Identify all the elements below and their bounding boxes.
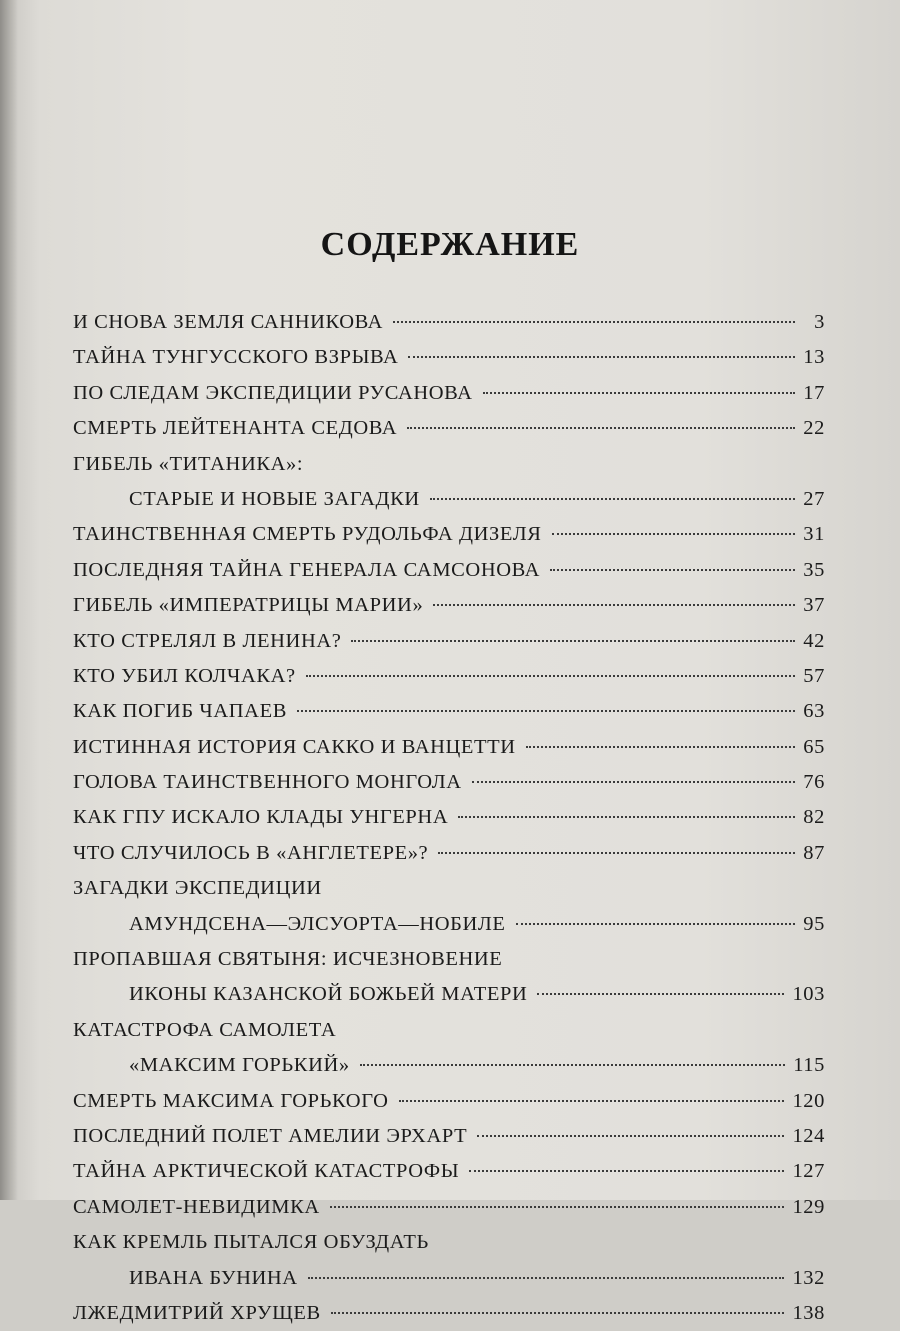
toc-entry-line [73,907,825,942]
toc-page-number: 120 [792,1089,825,1112]
toc-page-number: 65 [803,735,825,758]
toc-page-number: 127 [792,1160,825,1183]
toc-entry-line [73,977,825,1012]
toc-entry-line [73,1084,825,1119]
toc-entry-line [73,624,825,659]
toc-entry [73,800,825,835]
toc-entry-title: ПО СЛЕДАМ ЭКСПЕДИЦИИ РУСАНОВА [73,381,473,404]
dot-leader [550,569,795,571]
dot-leader [537,993,784,995]
toc-entry [73,942,825,1013]
toc-entry [73,659,825,694]
toc-entry-title: СМЕРТЬ ЛЕЙТЕНАНТА СЕДОВА [73,417,398,440]
toc-entry-title: СМЕРТЬ МАКСИМА ГОРЬКОГО [73,1089,389,1112]
toc-entry-title: КАТАСТРОФА САМОЛЕТА [73,1018,337,1041]
dot-leader [297,710,795,712]
toc-page-number: 22 [803,417,825,440]
dot-leader [306,675,795,677]
dot-leader [331,1312,785,1314]
toc-page-number: 132 [792,1266,825,1289]
toc-entry-line [73,836,825,871]
toc-entry [73,765,825,800]
dot-leader [351,640,795,642]
toc-entry [73,305,825,340]
toc-entry-title: И СНОВА ЗЕМЛЯ САННИКОВА [73,311,384,333]
dot-leader [393,321,795,323]
toc-page-number: 3 [814,311,825,333]
toc-entry-line [73,411,825,446]
table-of-contents [73,305,825,1331]
toc-entry [73,871,825,942]
toc-page-number: 82 [803,806,825,829]
toc-page-number: 138 [792,1301,825,1324]
toc-entry-title: ЧТО СЛУЧИЛОСЬ В «АНГЛЕТЕРЕ»? [73,841,429,864]
toc-entry-title: ТАЙНА ТУНГУССКОГО ВЗРЫВА [73,346,399,369]
toc-entry-title: КАК КРЕМЛЬ ПЫТАЛСЯ ОБУЗДАТЬ [73,1231,429,1254]
dot-leader [483,392,795,394]
toc-entry-title: ПОСЛЕДНИЙ ПОЛЕТ АМЕЛИИ ЭРХАРТ [73,1124,468,1147]
toc-entry-line [73,588,825,623]
dot-leader [438,852,795,854]
toc-entry-line [73,340,825,375]
toc-page-number: 87 [803,841,825,864]
dot-leader [430,498,795,500]
toc-entry [73,1225,825,1296]
toc-entry-title: ИСТИННАЯ ИСТОРИЯ САККО И ВАНЦЕТТИ [73,735,516,758]
toc-entry [73,1296,825,1331]
toc-entry [73,376,825,411]
toc-page-number: 95 [803,912,825,935]
toc-entry [73,1084,825,1119]
toc-entry [73,588,825,623]
dot-leader [408,356,795,358]
toc-entry-line [73,1261,825,1296]
toc-entry-title: САМОЛЕТ-НЕВИДИМКА [73,1195,320,1218]
toc-entry [73,836,825,871]
toc-entry-title: ГОЛОВА ТАИНСТВЕННОГО МОНГОЛА [73,771,462,794]
toc-page-number: 13 [803,346,825,369]
toc-entry-line [73,1013,825,1048]
dot-leader [458,816,795,818]
toc-entry-title: ПРОПАВШАЯ СВЯТЫНЯ: ИСЧЕЗНОВЕНИЕ [73,948,503,971]
toc-entry [73,730,825,765]
dot-leader [516,923,795,925]
book-gutter-shadow [0,0,18,1200]
toc-entry-line [73,447,825,482]
toc-entry [73,553,825,588]
toc-entry-title: АМУНДСЕНА—ЭЛСУОРТА—НОБИЛЕ [129,912,506,935]
toc-entry-title: ИКОНЫ КАЗАНСКОЙ БОЖЬЕЙ МАТЕРИ [129,983,528,1006]
toc-entry-line [73,1296,825,1331]
toc-entry-title: КТО УБИЛ КОЛЧАКА? [73,664,296,687]
toc-entry-line [73,1225,825,1260]
toc-entry [73,517,825,552]
toc-page-number: 103 [792,983,825,1006]
toc-entry-line [73,1048,825,1083]
toc-entry-title: ЛЖЕДМИТРИЙ ХРУЩЕВ [73,1301,321,1324]
toc-entry-line [73,871,825,906]
dot-leader [308,1277,785,1279]
toc-page-number: 57 [803,664,825,687]
toc-page-number: 35 [803,558,825,581]
toc-entry-title: ГИБЕЛЬ «ТИТАНИКА»: [73,452,304,475]
toc-entry-line [73,517,825,552]
toc-page-number: 124 [792,1124,825,1147]
toc-entry-line [73,1190,825,1225]
dot-leader [399,1100,785,1102]
toc-entry-title: ИВАНА БУНИНА [129,1266,298,1289]
toc-page-number: 27 [803,487,825,510]
toc-page-number: 42 [803,629,825,652]
toc-entry-title: ГИБЕЛЬ «ИМПЕРАТРИЦЫ МАРИИ» [73,594,424,617]
toc-entry-line [73,482,825,517]
toc-entry-title: КАК ПОГИБ ЧАПАЕВ [73,700,287,723]
toc-entry [73,1190,825,1225]
toc-page-number: 37 [803,594,825,617]
toc-entry-title: «МАКСИМ ГОРЬКИЙ» [129,1054,350,1077]
dot-leader [526,746,795,748]
show-through-text [150,78,870,101]
toc-entry [73,447,825,518]
toc-entry [73,411,825,446]
toc-entry-line [73,305,825,340]
toc-entry-line [73,730,825,765]
toc-entry-title: КАК ГПУ ИСКАЛО КЛАДЫ УНГЕРНА [73,806,449,829]
toc-page-number: 17 [803,381,825,404]
toc-entry-title: СТАРЫЕ И НОВЫЕ ЗАГАДКИ [129,487,420,510]
toc-entry-line [73,765,825,800]
toc-page-number: 76 [803,771,825,794]
toc-page-number: 31 [803,523,825,546]
toc-entry [73,1119,825,1154]
toc-entry [73,624,825,659]
toc-entry [73,1013,825,1084]
dot-leader [407,427,795,429]
toc-entry-title: ПОСЛЕДНЯЯ ТАЙНА ГЕНЕРАЛА САМСОНОВА [73,558,541,581]
page-title: СОДЕРЖАНИЕ [320,226,580,263]
toc-entry-title: ТАИНСТВЕННАЯ СМЕРТЬ РУДОЛЬФА ДИЗЕЛЯ [73,523,542,546]
toc-entry [73,340,825,375]
toc-page-number: 63 [803,700,825,723]
toc-page-number: 115 [793,1054,825,1077]
toc-entry-title: ТАЙНА АРКТИЧЕСКОЙ КАТАСТРОФЫ [73,1160,460,1183]
dot-leader [330,1206,785,1208]
dot-leader [469,1170,784,1172]
toc-entry-line [73,376,825,411]
toc-entry-line [73,1119,825,1154]
toc-entry-title: ЗАГАДКИ ЭКСПЕДИЦИИ [73,877,322,900]
dot-leader [472,781,795,783]
toc-entry-line [73,942,825,977]
toc-entry-line [73,800,825,835]
toc-page-number: 129 [792,1195,825,1218]
toc-entry-line [73,1154,825,1189]
dot-leader [552,533,795,535]
dot-leader [477,1135,784,1137]
toc-entry [73,694,825,729]
dot-leader [433,604,795,606]
dot-leader [360,1064,785,1066]
toc-entry-line [73,694,825,729]
toc-entry-title: КТО СТРЕЛЯЛ В ЛЕНИНА? [73,629,342,652]
toc-entry-line [73,659,825,694]
toc-entry-line [73,553,825,588]
toc-entry [73,1154,825,1189]
